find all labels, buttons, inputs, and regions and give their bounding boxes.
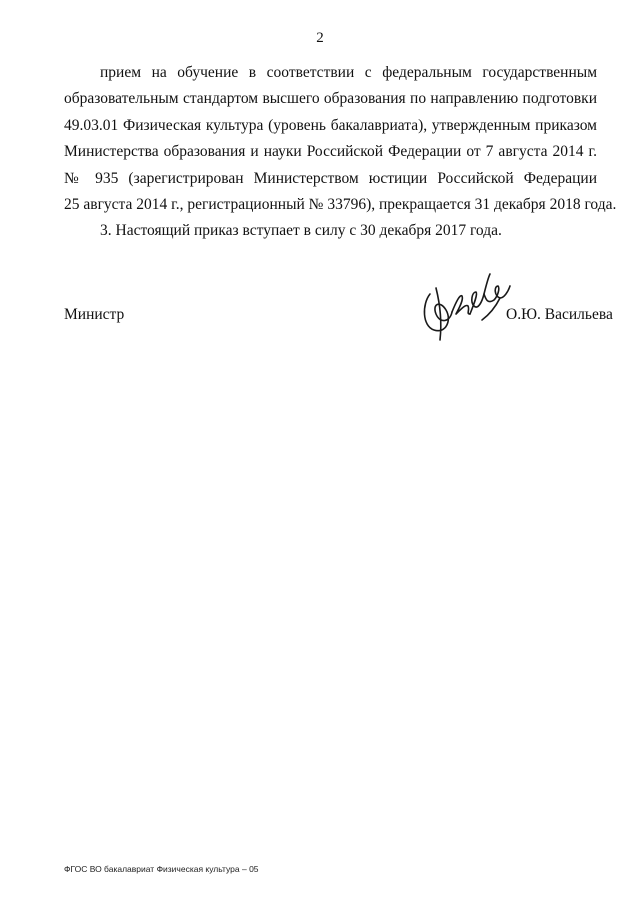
page-number: 2 xyxy=(316,30,324,46)
paragraph-line: 49.03.01 Физическая культура (уровень бакалавриата), утвержденным приказом xyxy=(64,116,597,134)
paragraph-line: № 935 (зарегистрирован Министерством юстиции Российской Федерации xyxy=(64,169,597,187)
handwritten-signature xyxy=(416,264,526,344)
paragraph-line: образовательным стандартом высшего образования по направлению подготовки xyxy=(64,90,597,108)
document-body xyxy=(64,60,617,245)
document-footer: ФГОС ВО бакалавриат Физическая культура – 05 xyxy=(64,864,259,874)
paragraph-line: Министерства образования и науки Российской Федерации от 7 августа 2014 г. xyxy=(64,143,597,161)
signer-title: Министр xyxy=(64,306,125,323)
paragraph-line: 25 августа 2014 г., регистрационный № 33796), прекращается 31 декабря 2018 года. xyxy=(64,196,617,214)
effective-date-clause: 3. Настоящий приказ вступает в силу с 30 декабря 2017 года. xyxy=(100,222,502,240)
signer-name: О.Ю. Васильева xyxy=(506,306,613,323)
paragraph-line: прием на обучение в соответствии с федеральным государственным xyxy=(100,64,597,81)
